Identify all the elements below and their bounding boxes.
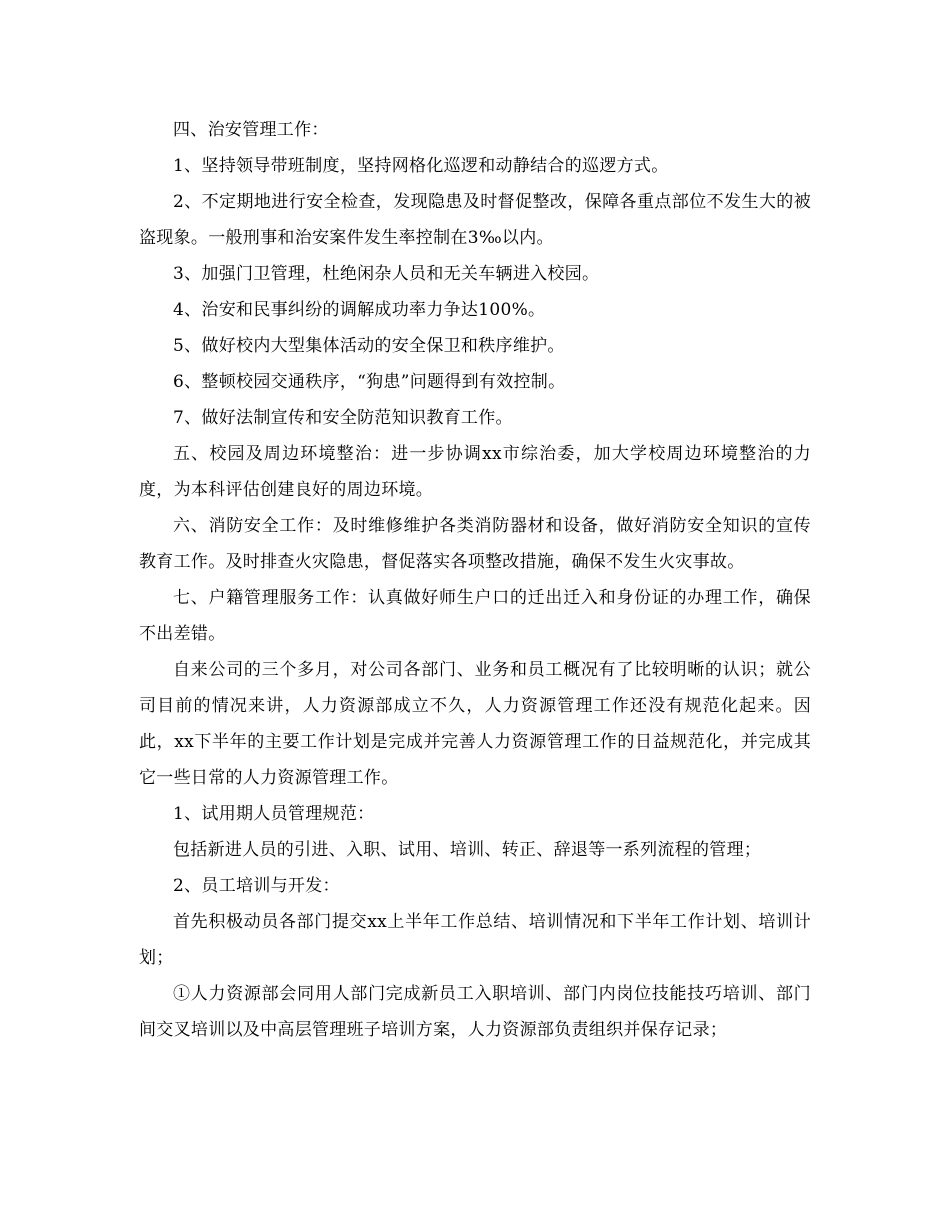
- section-household-registration: 七、户籍管理服务工作：认真做好师生户口的迁出迁入和身份证的办理工作，确保不出差错。: [139, 588, 811, 644]
- list-item: 2、员工培训与开发：: [173, 876, 340, 896]
- list-item: 2、不定期地进行安全检查，发现隐患及时督促整改，保障各重点部位不发生大的被盗现象。一般刑事和治安案件发生率控制在3‰以内。: [139, 192, 811, 248]
- body-paragraph: ①人力资源部会同用人部门完成新员工入职培训、部门内岗位技能技巧培训、部门间交叉培训以及中高层管理班子培训方案，人力资源部负责组织并保存记录；: [139, 984, 811, 1040]
- section-fire-safety: 六、消防安全工作：及时维修维护各类消防器材和设备，做好消防安全知识的宣传教育工作。及时排查火灾隐患，督促落实各项整改措施，确保不发生火灾事故。: [139, 516, 811, 572]
- body-paragraph: 首先积极动员各部门提交xx上半年工作总结、培训情况和下半年工作计划、培训计划；: [139, 912, 811, 968]
- section-environment: 五、校园及周边环境整治：进一步协调xx市综治委，加大学校周边环境整治的力度，为本科评估创建良好的周边环境。: [139, 444, 811, 500]
- list-item: 1、坚持领导带班制度，坚持网格化巡逻和动静结合的巡逻方式。: [173, 156, 669, 176]
- intro-paragraph: 自来公司的三个多月，对公司各部门、业务和员工概况有了比较明晰的认识；就公司目前的情况来讲，人力资源部成立不久，人力资源管理工作还没有规范化起来。因此，xx下半年的主要工作计划是完成并完善人力资源管理工作的日益规范化，并完成其它一些日常的人力资源管理工作。: [139, 660, 811, 788]
- list-item: 3、加强门卫管理，杜绝闲杂人员和无关车辆进入校园。: [173, 264, 600, 284]
- list-item: 4、治安和民事纠纷的调解成功率力争达100%。: [173, 300, 546, 320]
- section-heading-security: 四、治安管理工作：: [173, 120, 329, 140]
- list-item: 6、整顿校园交通秩序，“狗患”问题得到有效控制。: [173, 372, 566, 392]
- document-body: [139, 112, 811, 1048]
- list-item: 1、试用期人员管理规范：: [173, 804, 375, 824]
- body-paragraph: 包括新进人员的引进、入职、试用、培训、转正、辞退等一系列流程的管理；: [173, 840, 762, 860]
- list-item: 5、做好校内大型集体活动的安全保卫和秩序维护。: [173, 336, 565, 356]
- list-item: 7、做好法制宣传和安全防范知识教育工作。: [173, 408, 513, 428]
